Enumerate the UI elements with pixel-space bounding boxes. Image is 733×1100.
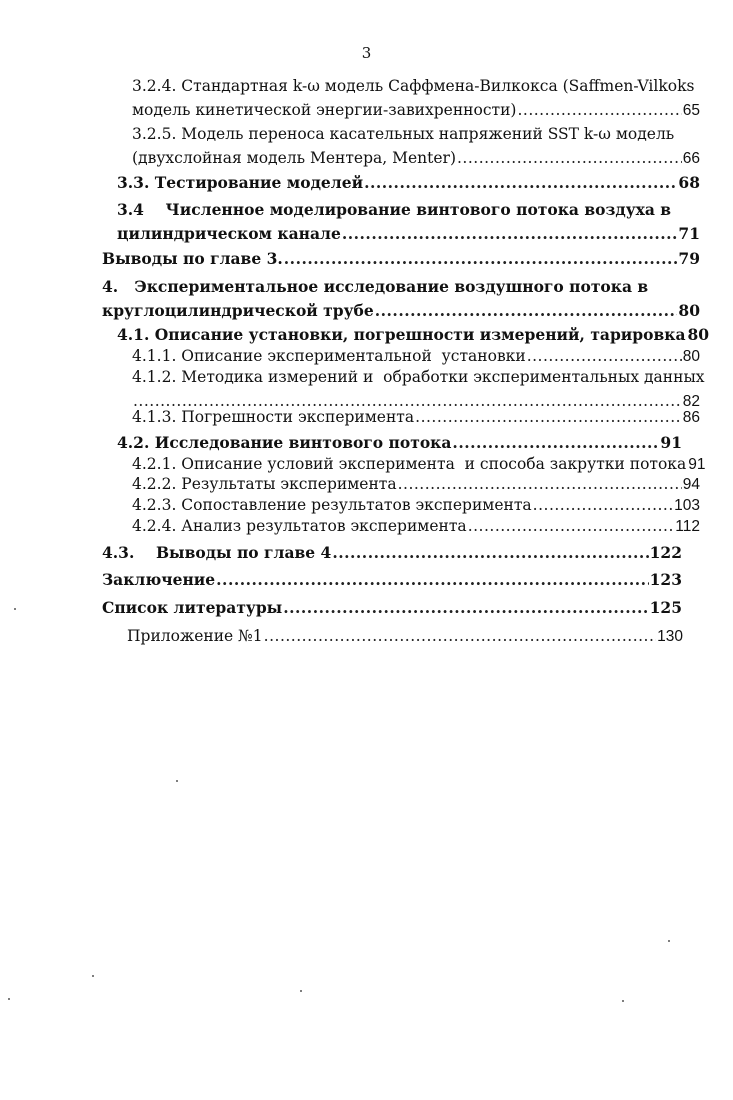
- dot-leader: [264, 624, 656, 648]
- toc-entry-title: 4.1.2. Методика измерений и обработки экспериментальных данных: [132, 368, 705, 386]
- toc-page-number: 122: [649, 543, 682, 562]
- toc-page-number: 79: [678, 249, 700, 268]
- dot-leader: [284, 247, 678, 271]
- dot-leader: [517, 98, 681, 122]
- toc-entry-title: Приложение №1: [127, 627, 263, 645]
- page-number: 3: [361, 44, 372, 62]
- dot-leader: [332, 541, 648, 565]
- dot-leader: [457, 146, 682, 170]
- toc-entry-title: Заключение: [102, 570, 216, 589]
- toc-page-number: 91: [660, 433, 682, 452]
- toc-entry-title: 3.2.5. Модель переноса касательных напряжений SST k-ω модель: [132, 125, 675, 143]
- toc-entry-chapter3-conclusions[interactable]: [102, 247, 700, 271]
- toc-entry-title: 4.2.4. Анализ результатов эксперимента: [132, 517, 467, 535]
- dot-leader: [375, 299, 678, 323]
- toc-entry-references[interactable]: [102, 596, 682, 620]
- toc-entry-3-3[interactable]: [117, 171, 700, 195]
- toc-entry-title: Список литературы: [102, 598, 283, 617]
- toc-entry-title: Выводы по главе 3.: [102, 249, 283, 268]
- toc-entry-appendix-1[interactable]: [127, 624, 683, 648]
- dot-leader: [283, 596, 648, 620]
- scan-speck: [668, 940, 670, 942]
- scan-speck: [92, 975, 94, 977]
- toc-page-number: 112: [675, 518, 700, 535]
- dot-leader: [468, 514, 675, 538]
- toc-page-number: 103: [674, 497, 700, 514]
- toc-entry-4-2-4[interactable]: [132, 514, 700, 538]
- toc-entry-title-cont: цилиндрическом канале: [117, 224, 341, 243]
- toc-entry-4-3[interactable]: [102, 541, 682, 565]
- toc-page-number: 65: [682, 102, 700, 119]
- toc-entry-title: 4.2.2. Результаты эксперимента: [132, 475, 397, 493]
- scan-speck: [622, 1000, 624, 1002]
- dot-leader: [342, 222, 678, 246]
- toc-entry-title-cont: (двухслойная модель Ментера, Menter): [132, 149, 456, 167]
- toc-entry-title: 4.1.1. Описание экспериментальной установки: [132, 347, 526, 365]
- toc-page-number: 80: [682, 348, 700, 365]
- toc-entry-title: 4.2. Исследование винтового потока: [117, 433, 452, 452]
- toc-page-number: 94: [682, 476, 700, 493]
- toc-entry-title: 4.2.1. Описание условий эксперимента и способа закрутки потока: [132, 455, 687, 473]
- toc-entry-title: 4.3. Выводы по главе 4: [102, 543, 332, 562]
- toc-entry-title-cont: круглоцилиндрической трубе: [102, 301, 374, 320]
- toc-entry-title: 4.1. Описание установки, погрешности измерений, тарировка: [117, 325, 686, 344]
- toc-page-number: 68: [678, 173, 700, 192]
- toc-page-number: 125: [649, 598, 682, 617]
- toc-entry-title: 3.4 Численное моделирование винтового потока воздуха в: [117, 200, 672, 219]
- scan-speck: [14, 608, 16, 610]
- toc-entry-3-2-5[interactable]: [132, 122, 700, 170]
- dot-leader: [216, 568, 648, 592]
- toc-page-number: 71: [678, 224, 700, 243]
- toc-entry-conclusion[interactable]: [102, 568, 682, 592]
- toc-page-number: 80: [678, 301, 700, 320]
- toc-entry-title: 4.1.3. Погрешности эксперимента: [132, 408, 415, 426]
- toc-entry-4-1-3[interactable]: [132, 405, 700, 429]
- toc-entry-4[interactable]: [102, 275, 700, 323]
- toc-page-number: 123: [649, 570, 682, 589]
- toc-page-number: 86: [682, 409, 700, 426]
- toc-entry-3-4[interactable]: [117, 198, 700, 246]
- toc-entry-title: 4. Экспериментальное исследование воздушного потока в: [102, 277, 649, 296]
- scan-speck: [176, 780, 178, 782]
- dot-leader: [364, 171, 677, 195]
- toc-entry-title: 3.3. Тестирование моделей: [117, 173, 364, 192]
- toc-entry-title-cont: модель кинетической энергии-завихренности): [132, 101, 517, 119]
- toc-page-number: 82: [682, 393, 700, 410]
- scan-speck: [300, 990, 302, 992]
- toc-entry-title: 3.2.4. Стандартная k-ω модель Саффмена-Вилкокса (Saffmen-Vilkoks: [132, 77, 695, 95]
- toc-entry-3-2-4[interactable]: [132, 74, 700, 122]
- toc-entry-title: 4.2.3. Сопоставление результатов эксперимента: [132, 496, 532, 514]
- toc-page-number: 130: [657, 628, 683, 645]
- scan-speck: [8, 998, 10, 1000]
- dot-leader: [415, 405, 682, 429]
- toc-page-number: 91: [688, 456, 706, 473]
- toc-page-number: 66: [682, 150, 700, 167]
- toc-page-number: 80: [687, 325, 710, 344]
